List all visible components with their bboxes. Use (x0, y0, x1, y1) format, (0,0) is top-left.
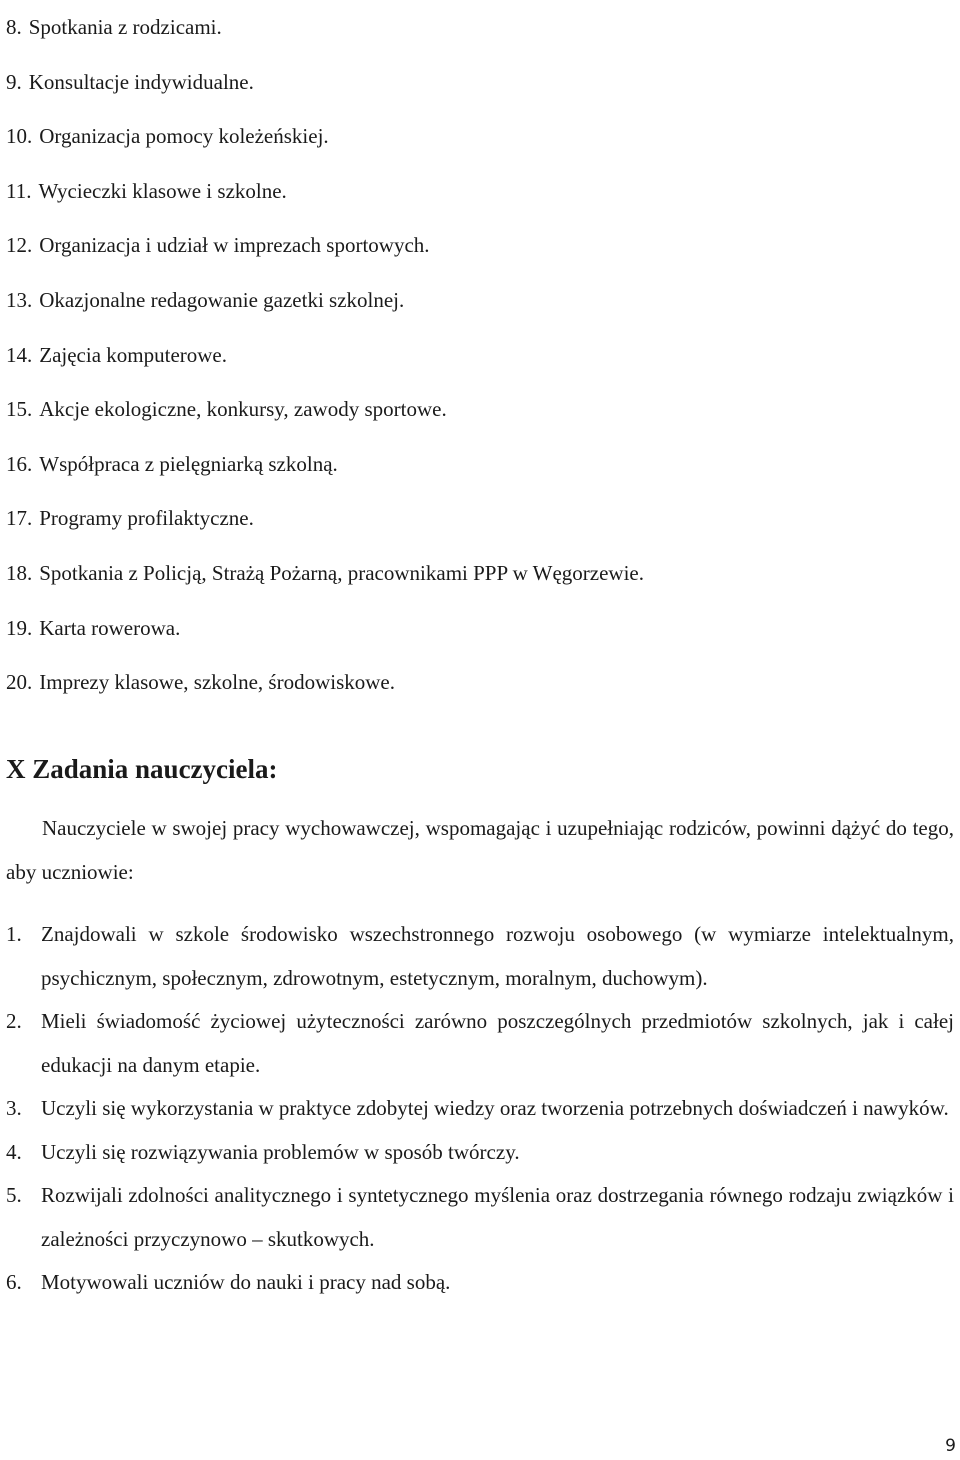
list-item-text: Spotkania z Policją, Strażą Pożarną, pracownikami PPP w Węgorzewie. (39, 560, 645, 585)
list-item-number: 13. (6, 287, 33, 312)
section-heading: X Zadania nauczyciela: (6, 754, 278, 784)
list-item (6, 491, 946, 546)
list-item-text: Zajęcia komputerowe. (39, 342, 227, 367)
list-item (6, 382, 946, 437)
goal-item (6, 1174, 954, 1261)
list-item (6, 328, 946, 383)
goal-text: Uczyli się rozwiązywania problemów w sposób twórczy. (41, 1139, 520, 1164)
goal-number: 3. (6, 1096, 22, 1120)
list-item (6, 437, 946, 492)
list-item-number: 18. (6, 560, 33, 585)
goal-text: Mieli świadomość życiowej użyteczności zarówno poszczególnych przedmiotów szkolnych, jak i całej edukacji na danym etapie. (41, 1009, 954, 1077)
list-item-number: 12. (6, 233, 33, 258)
list-item-number: 20. (6, 670, 33, 695)
list-item-text: Spotkania z rodzicami. (28, 15, 222, 39)
goal-item (6, 1261, 954, 1305)
goal-text: Uczyli się wykorzystania w praktyce zdobytej wiedzy oraz tworzenia potrzebnych doświadczeń i nawyków. (41, 1096, 949, 1120)
list-item-text: Współpraca z pielęgniarką szkolną. (39, 451, 338, 476)
list-item-text: Okazjonalne redagowanie gazetki szkolnej. (39, 287, 405, 312)
list-item-text: Karta rowerowa. (39, 615, 181, 640)
list-item (6, 546, 946, 601)
list-item (6, 164, 946, 219)
list-item-number: 19. (6, 615, 33, 640)
list-item-number: 10. (6, 124, 33, 149)
goal-text: Znajdowali w szkole środowisko wszechstronnego rozwoju osobowego (w wymiarze intelektualnym, psychicznym, społecznym, zdrowotnym, estetycznym, moralnym, duchowym). (41, 922, 954, 990)
goal-item (6, 1087, 954, 1131)
page-number: 9 (945, 1436, 956, 1456)
activities-list (6, 0, 946, 710)
list-item-text: Akcje ekologiczne, konkursy, zawody sportowe. (39, 397, 447, 422)
goal-text: Motywowali uczniów do nauki i pracy nad sobą. (41, 1270, 451, 1294)
goals-list (6, 913, 954, 1305)
goal-item (6, 1000, 954, 1087)
list-item (6, 109, 946, 164)
intro-paragraph: Nauczyciele w swojej pracy wychowawczej, wspomagając i uzupełniając rodziców, powinni dążyć do tego, aby uczniowie: (6, 816, 954, 884)
list-item (6, 0, 946, 55)
list-item-number: 17. (6, 506, 33, 531)
list-item (6, 655, 946, 710)
goal-number: 6. (6, 1270, 22, 1294)
goal-number: 4. (6, 1139, 22, 1164)
list-item-text: Wycieczki klasowe i szkolne. (38, 178, 287, 203)
list-item-number: 14. (6, 342, 33, 367)
list-item-text: Programy profilaktyczne. (39, 506, 254, 531)
goal-number: 1. (6, 922, 22, 946)
list-item (6, 601, 946, 656)
list-item-number: 8. (6, 15, 22, 39)
goal-number: 2. (6, 1009, 22, 1033)
goal-item (6, 1131, 954, 1175)
list-item-number: 11. (6, 178, 32, 203)
goal-number: 5. (6, 1183, 22, 1207)
list-item-number: 15. (6, 397, 33, 422)
list-item-text: Konsultacje indywidualne. (28, 69, 254, 94)
list-item (6, 55, 946, 110)
list-item-text: Organizacja i udział w imprezach sportowych. (39, 233, 430, 258)
list-item-text: Imprezy klasowe, szkolne, środowiskowe. (39, 670, 395, 695)
list-item-number: 16. (6, 451, 33, 476)
list-item-number: 9. (6, 69, 22, 94)
list-item-text: Organizacja pomocy koleżeńskiej. (39, 124, 329, 149)
goal-text: Rozwijali zdolności analitycznego i syntetycznego myślenia oraz dostrzegania równego rodzaju związków i zależności przyczynowo – skutkowych. (41, 1183, 954, 1251)
list-item (6, 273, 946, 328)
goal-item (6, 913, 954, 1000)
list-item (6, 218, 946, 273)
